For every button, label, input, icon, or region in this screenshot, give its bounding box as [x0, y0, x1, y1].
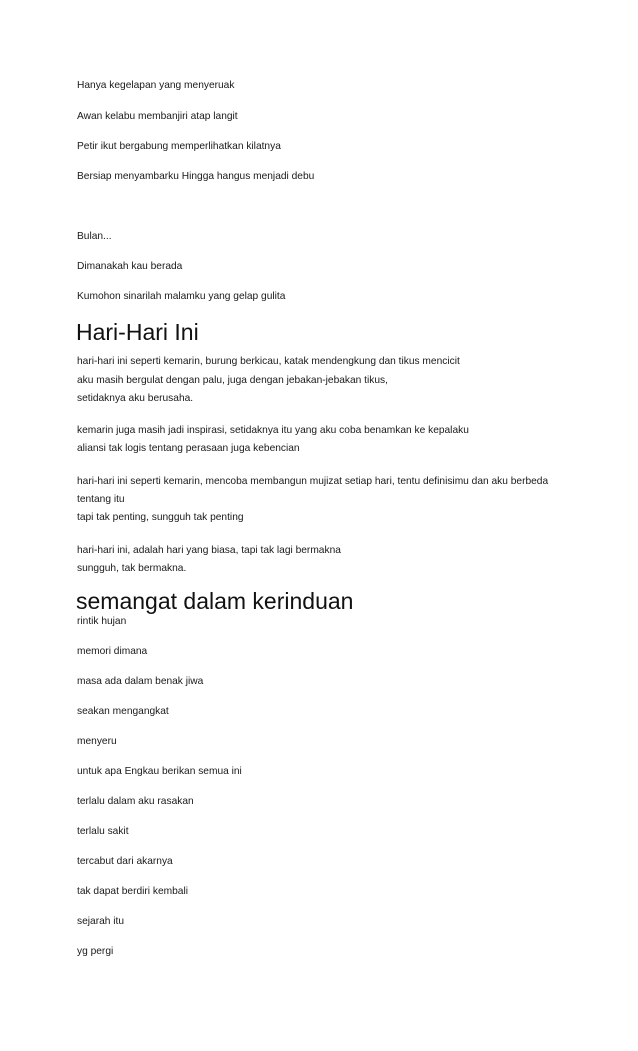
poem-line: terlalu dalam aku rasakan: [77, 796, 194, 807]
poem-line: memori dimana: [77, 646, 148, 657]
poem-line: tentang itu: [77, 494, 125, 505]
poem-line: aku masih bergulat dengan palu, juga dengan jebakan-jebakan tikus,: [77, 375, 388, 386]
poem-line: seakan mengangkat: [77, 706, 169, 717]
poem-line: untuk apa Engkau berikan semua ini: [77, 766, 242, 777]
poem-line: hari-hari ini seperti kemarin, burung berkicau, katak mendengkung dan tikus mencicit: [77, 356, 460, 367]
poem-line: Hanya kegelapan yang menyeruak: [77, 80, 235, 91]
poem-line: tercabut dari akarnya: [77, 856, 173, 867]
poem-line: sejarah itu: [77, 916, 125, 927]
poem-line: Petir ikut bergabung memperlihatkan kilatnya: [77, 141, 281, 152]
poem-line: hari-hari ini, adalah hari yang biasa, tapi tak lagi bermakna: [77, 545, 341, 556]
poem-line: rintik hujan: [77, 616, 127, 627]
poem-line: menyeru: [77, 736, 117, 747]
poem-line: sungguh, tak bermakna.: [77, 563, 187, 574]
poem-line: aliansi tak logis tentang perasaan juga kebencian: [77, 443, 300, 454]
poem-line: kemarin juga masih jadi inspirasi, setidaknya itu yang aku coba benamkan ke kepalaku: [77, 425, 469, 436]
poem-line: tak dapat berdiri kembali: [77, 886, 188, 897]
section-heading-semangat-dalam-kerinduan: semangat dalam kerinduan: [76, 588, 354, 614]
poem-line: setidaknya aku berusaha.: [77, 393, 194, 404]
poem-line: Bulan...: [77, 231, 112, 242]
section-heading-hari-hari-ini: Hari-Hari Ini: [76, 319, 199, 345]
poem-line: Bersiap menyambarku Hingga hangus menjadi debu: [77, 171, 315, 182]
poem-line: masa ada dalam benak jiwa: [77, 676, 204, 687]
poem-line: hari-hari ini seperti kemarin, mencoba membangun mujizat setiap hari, tentu definisimu dan aku berbeda: [77, 476, 549, 487]
poem-line: Awan kelabu membanjiri atap langit: [77, 111, 238, 122]
poem-line: terlalu sakit: [77, 826, 129, 837]
poem-line: tapi tak penting, sungguh tak penting: [77, 512, 244, 523]
poem-line: Kumohon sinarilah malamku yang gelap gulita: [77, 291, 286, 302]
poem-line: Dimanakah kau berada: [77, 261, 183, 272]
poem-line: yg pergi: [77, 946, 114, 957]
